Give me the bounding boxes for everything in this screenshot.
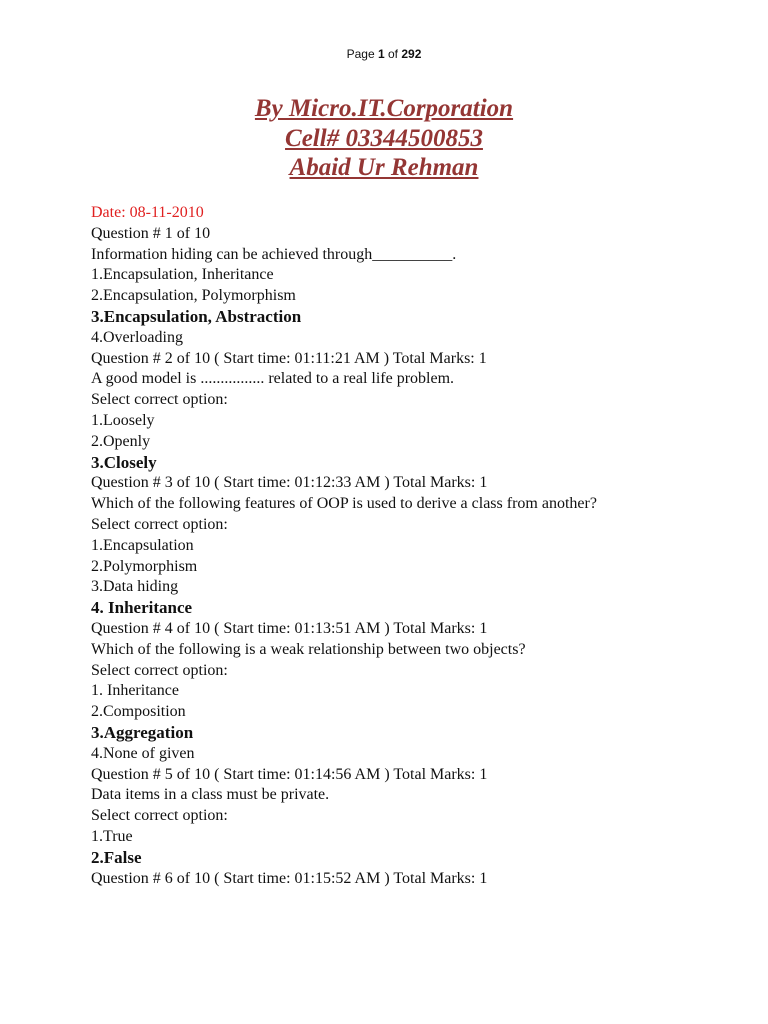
correct-answer: 3.Encapsulation, Abstraction	[91, 306, 302, 326]
answer-option: 1.True	[91, 827, 133, 845]
quiz-date: Date: 08-11-2010	[91, 204, 204, 221]
document-header	[0, 94, 768, 183]
answer-option: 4.None of given	[91, 744, 195, 762]
header-author: Abaid Ur Rehman	[289, 154, 479, 181]
correct-answer: 3.Closely	[91, 452, 157, 472]
page-prefix: Page	[346, 47, 375, 61]
answer-option: 3.Data hiding	[91, 578, 179, 596]
correct-answer: 4. Inheritance	[91, 598, 193, 618]
select-prompt: Select correct option:	[91, 807, 228, 825]
select-prompt: Select correct option:	[91, 515, 228, 533]
answer-option: 1. Inheritance	[91, 682, 179, 700]
header-cell: Cell# 03344500853	[285, 124, 483, 152]
answer-option: 2.Openly	[91, 432, 151, 450]
page-separator: of	[388, 47, 399, 61]
answer-option: 1.Encapsulation, Inheritance	[91, 266, 274, 284]
question-text: A good model is ................ related to a real life problem.	[91, 370, 455, 388]
select-prompt: Select correct option:	[91, 661, 228, 679]
question-text: Data items in a class must be private.	[91, 786, 330, 804]
page-total: 292	[401, 47, 422, 61]
header-company: By Micro.IT.Corporation	[254, 95, 514, 122]
question-text: Which of the following features of OOP is used to derive a class from another?	[91, 495, 597, 513]
question-text: Information hiding can be achieved through__________.	[91, 245, 457, 263]
correct-answer: 3.Aggregation	[91, 722, 194, 742]
question-text: Which of the following is a weak relationship between two objects?	[91, 640, 526, 658]
answer-option: 2.Polymorphism	[91, 557, 198, 575]
answer-option: 1.Loosely	[91, 411, 155, 429]
question-header: Question # 6 of 10 ( Start time: 01:15:52 AM ) Total Marks: 1	[91, 869, 488, 887]
answer-option: 4.Overloading	[91, 328, 183, 346]
page-current: 1	[377, 47, 385, 61]
page-indicator	[0, 47, 768, 61]
select-prompt: Select correct option:	[91, 391, 228, 409]
quiz-lines	[91, 224, 691, 890]
question-header: Question # 3 of 10 ( Start time: 01:12:33 AM ) Total Marks: 1	[91, 474, 488, 492]
answer-option: 1.Encapsulation	[91, 536, 194, 554]
question-header: Question # 5 of 10 ( Start time: 01:14:56 AM ) Total Marks: 1	[91, 765, 488, 783]
answer-option: 2.Composition	[91, 703, 186, 721]
answer-option: 2.Encapsulation, Polymorphism	[91, 287, 296, 305]
question-header: Question # 2 of 10 ( Start time: 01:11:21 AM ) Total Marks: 1	[91, 349, 487, 367]
document-body	[91, 203, 691, 889]
question-header: Question # 4 of 10 ( Start time: 01:13:51 AM ) Total Marks: 1	[91, 619, 488, 637]
question-header: Question # 1 of 10	[91, 224, 211, 242]
correct-answer: 2.False	[91, 847, 142, 867]
